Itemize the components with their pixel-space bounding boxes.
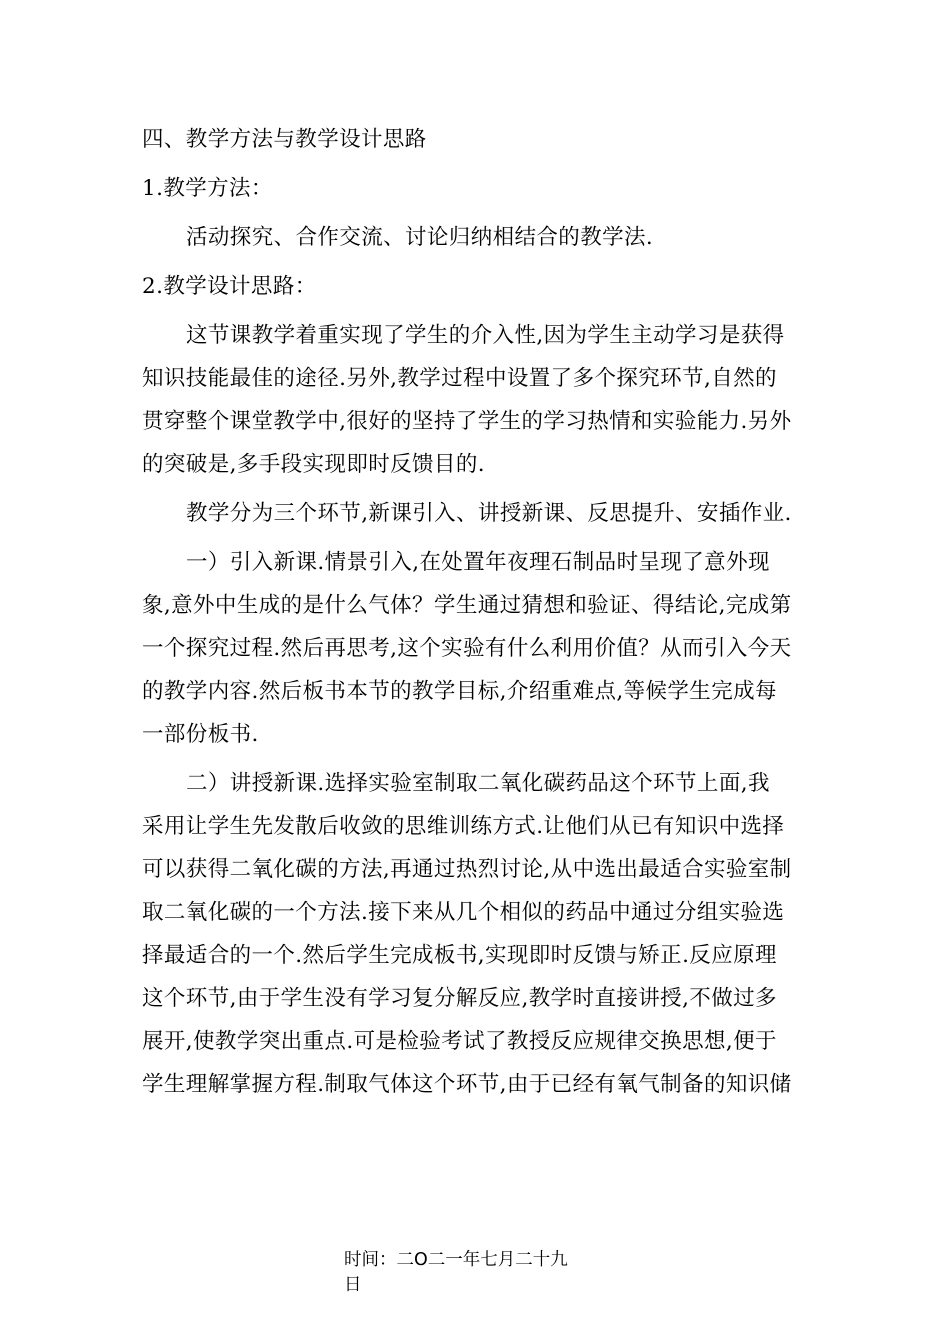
subsection-title-design: 2.教学设计思路：: [142, 274, 317, 299]
paragraph-line: 这节课教学着重实现了学生的介入性,因为学生主动学习是获得: [186, 323, 785, 348]
paragraph-line: 的突破是,多手段实现即时反馈目的.: [142, 452, 485, 477]
paragraph-1: [142, 314, 812, 486]
page-footer: [344, 1248, 614, 1298]
paragraph-line: 展开,使教学突出重点.可是检验考试了教授反应规律交换思想,便于: [142, 1029, 777, 1054]
paragraph-line: 一部份板书.: [142, 722, 259, 747]
footer-date-line: 时间：二O二一年七月二十九: [344, 1250, 568, 1270]
methods-body: 活动探究、合作交流、讨论归纳相结合的教学法.: [186, 225, 654, 250]
paragraph-line: 的教学内容.然后板书本节的教学目标,介绍重难点,等候学生完成每: [142, 679, 777, 704]
paragraph-line: 一）引入新课.情景引入,在处置年夜理石制品时呈现了意外现: [186, 550, 770, 575]
paragraph-line: 知识技能最佳的途径.另外,教学过程中设置了多个探究环节,自然的: [142, 366, 777, 391]
section-heading: 四、教学方法与教学设计思路: [142, 127, 427, 152]
document-body: [142, 118, 812, 1106]
paragraph-line: 择最适合的一个.然后学生完成板书,实现即时反馈与矫正.反应原理: [142, 943, 777, 968]
paragraph-2: 教学分为三个环节,新课引入、讲授新课、反思提升、安插作业.: [186, 501, 792, 526]
paragraph-line: 贯穿整个课堂教学中,很好的坚持了学生的学习热情和实验能力.另外: [142, 409, 792, 434]
paragraph-line: 这个环节,由于学生没有学习复分解反应,教学时直接讲授,不做过多: [142, 986, 777, 1011]
paragraph-3: [142, 541, 812, 756]
paragraph-line: 采用让学生先发散后收敛的思维训练方式.让他们从已有知识中选择: [142, 814, 785, 839]
footer-date-line-continued: 日: [344, 1275, 362, 1295]
paragraph-line: 学生理解掌握方程.制取气体这个环节,由于已经有氧气制备的知识储: [142, 1072, 792, 1097]
paragraph-line: 象,意外中生成的是什么气体？学生通过猜想和验证、得结论,完成第: [142, 593, 792, 618]
paragraph-line: 可以获得二氧化碳的方法,再通过热烈讨论,从中选出最适合实验室制: [142, 857, 792, 882]
paragraph-line: 二）讲授新课.选择实验室制取二氧化碳药品这个环节上面,我: [186, 771, 770, 796]
paragraph-line: 一个探究过程.然后再思考,这个实验有什么利用价值？从而引入今天: [142, 636, 792, 661]
paragraph-line: 取二氧化碳的一个方法.接下来从几个相似的药品中通过分组实验选: [142, 900, 785, 925]
paragraph-4: [142, 762, 812, 1106]
subsection-title-methods: 1.教学方法：: [142, 176, 273, 201]
